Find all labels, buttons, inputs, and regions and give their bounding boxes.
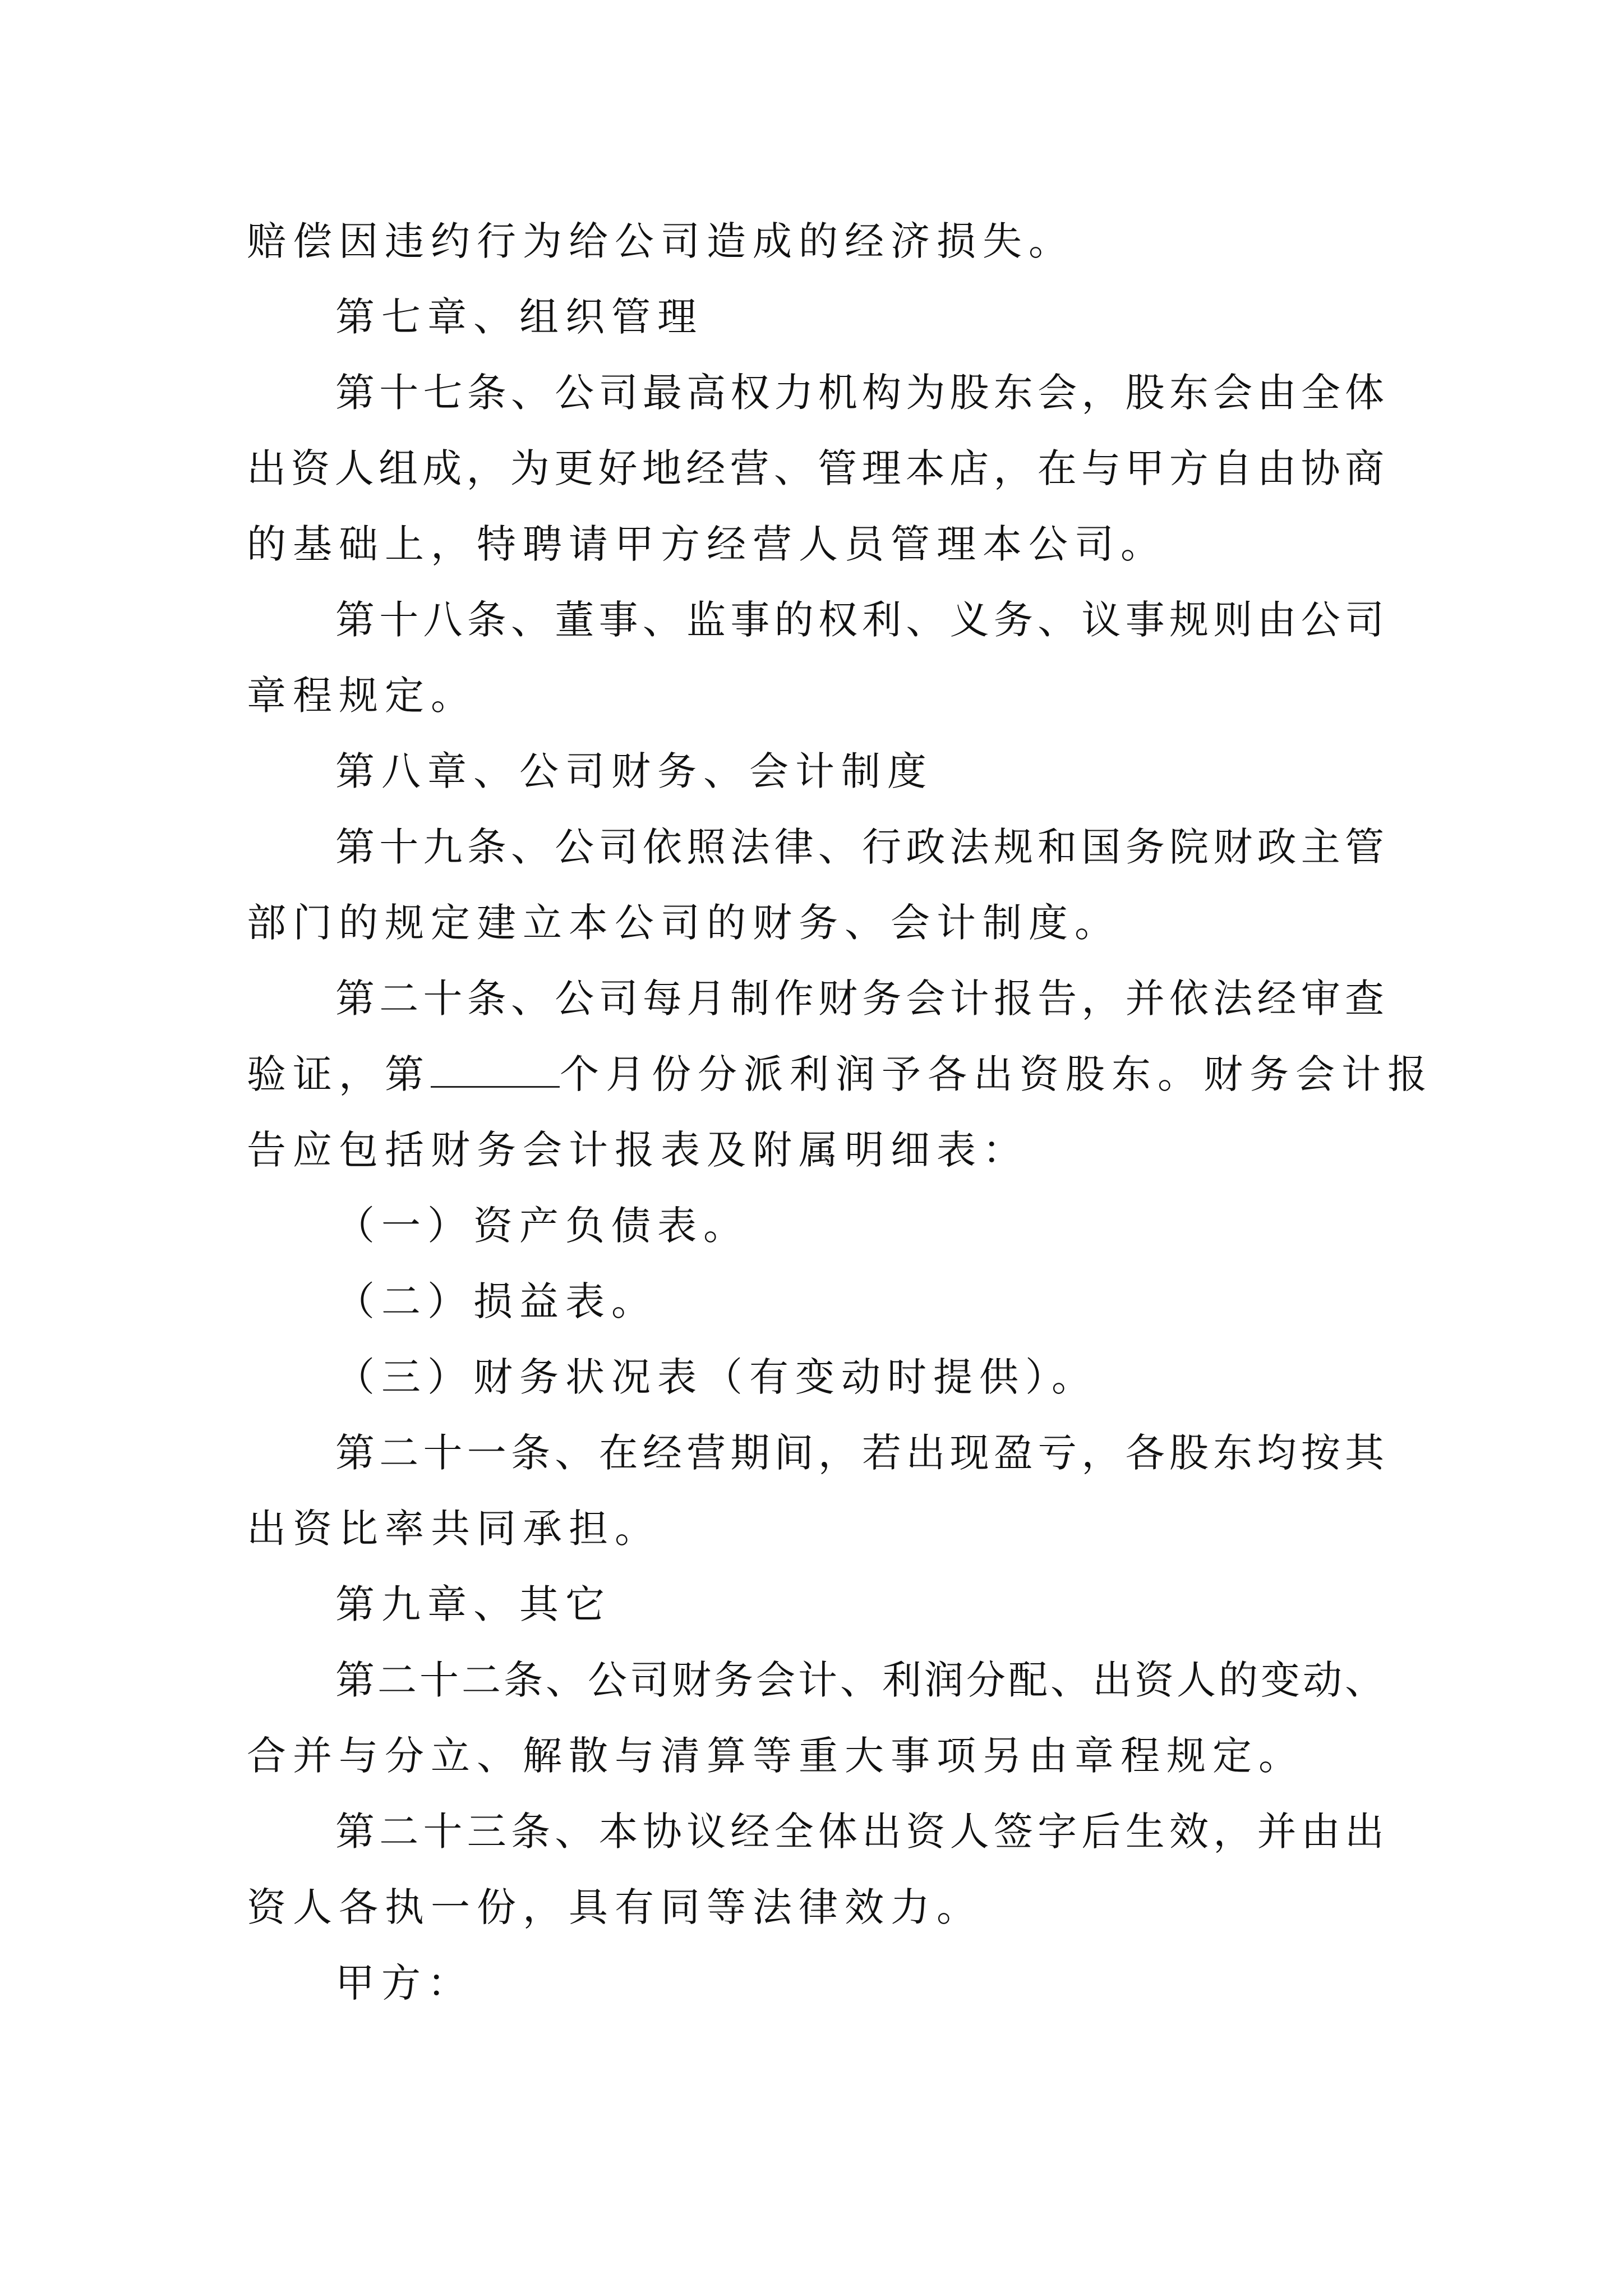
text-line: 合并与分立、解散与清算等重大事项另由章程规定。: [247, 1733, 1304, 1779]
line-suffix: 个月份分派利润予各出资股东。财务会计报: [560, 1051, 1433, 1097]
fill-in-blank: [431, 1045, 560, 1088]
text-line: 出资比率共同承担。: [247, 1506, 661, 1552]
text-line: 告应包括财务会计报表及附属明细表：: [247, 1127, 1029, 1173]
article-23: 第二十三条、本协议经全体出资人签字后生效，并由出: [335, 1809, 1385, 1855]
article-17: 第十七条、公司最高权力机构为股东会，股东会由全体: [335, 370, 1385, 416]
line-prefix: 验证，第: [247, 1051, 431, 1097]
article-22: 第二十二条、公司财务会计、利润分配、出资人的变动、: [335, 1657, 1385, 1703]
text-line: 出资人组成，为更好地经营、管理本店，在与甲方自由协商: [247, 445, 1385, 491]
text-line: 的基础上，特聘请甲方经营人员管理本公司。: [247, 521, 1166, 567]
article-21: 第二十一条、在经营期间，若出现盈亏，各股东均按其: [335, 1430, 1385, 1476]
list-item: （二）损益表。: [335, 1278, 657, 1324]
chapter-heading: 第七章、组织管理: [335, 294, 703, 340]
list-item: （三）财务状况表（有变动时提供）。: [335, 1354, 1098, 1400]
text-line-with-blank: [247, 1041, 1433, 1108]
article-19: 第十九条、公司依照法律、行政法规和国务院财政主管: [335, 824, 1385, 870]
list-item: （一）资产负债表。: [335, 1203, 749, 1249]
text-line: 资人各执一份，具有同等法律效力。: [247, 1884, 983, 1930]
article-20: 第二十条、公司每月制作财务会计报告，并依法经审查: [335, 976, 1385, 1022]
text-line: 赔偿因违约行为给公司造成的经济损失。: [247, 218, 1075, 264]
chapter-heading: 第九章、其它: [335, 1581, 611, 1627]
signature-label-party-a: 甲方：: [335, 1960, 473, 2006]
text-line: 部门的规定建立本公司的财务、会计制度。: [247, 900, 1121, 946]
chapter-heading: 第八章、公司财务、会计制度: [335, 748, 933, 794]
article-18: 第十八条、董事、监事的权利、义务、议事规则由公司: [335, 597, 1385, 643]
text-line: 章程规定。: [247, 673, 477, 719]
